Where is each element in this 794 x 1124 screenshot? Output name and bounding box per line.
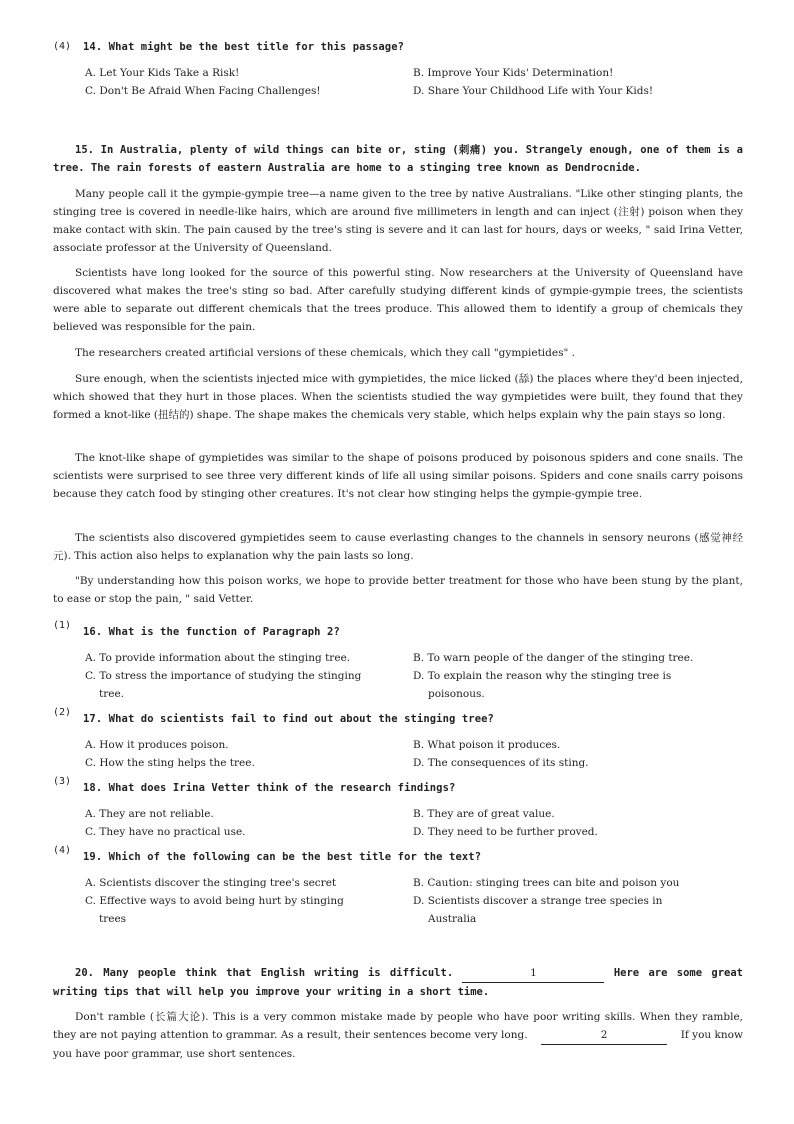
passage-15-paragraph-4: Sure enough, when the scientists injected mice with gympietides, the mice licked (舔) the places where they'd been injected, which showed that they hurt in those places. When the scientists studied the way gympietides were built, they found that they formed a knot-like (扭结的) shape. The shape makes the chemicals very stable, which helps explain why the pain stays so long. bbox=[53, 373, 743, 421]
question-number-18: (3) bbox=[53, 776, 72, 787]
q18-option-c: C. They have no practical use. bbox=[85, 826, 246, 838]
passage-15-paragraph-3: The researchers created artificial versions of these chemicals, which they call "gympietides" . bbox=[75, 347, 575, 359]
question-number-16: (1) bbox=[53, 620, 72, 631]
question-stem-17: 17. What do scientists fail to find out about the stinging tree? bbox=[83, 713, 494, 725]
question-stem-19: 19. Which of the following can be the best title for the text? bbox=[83, 851, 482, 863]
q17-option-b: B. What poison it produces. bbox=[413, 739, 561, 751]
q16-option-c: C. To stress the importance of studying the stinging bbox=[85, 670, 362, 682]
q14-option-d: D. Share Your Childhood Life with Your Kids! bbox=[413, 85, 654, 97]
q14-option-c: C. Don't Be Afraid When Facing Challenges! bbox=[85, 85, 321, 97]
question-stem-16: 16. What is the function of Paragraph 2? bbox=[83, 626, 340, 638]
q16-option-c-cont: tree. bbox=[99, 688, 125, 700]
question-number-17: (2) bbox=[53, 707, 72, 718]
q16-option-a: A. To provide information about the stinging tree. bbox=[85, 652, 351, 664]
passage-15-paragraph-2: Scientists have long looked for the source of this powerful sting. Now researchers at the University of Queensland have discovered what makes the tree's sting so bad. After carefully studying different kinds of gympie-gympie trees, the scientists were able to separate out different chemicals that the trees produce. This allowed them to identify a group of chemicals they believed was responsible for the pain. bbox=[53, 267, 743, 333]
question-number-19: (4) bbox=[53, 845, 72, 856]
q19-option-d-cont: Australia bbox=[428, 913, 477, 925]
passage-15-paragraph-6: The scientists also discovered gympietides seem to cause everlasting changes to the channels in sensory neurons (感觉神经元). This action also helps to explanation why the pain lasts so long. bbox=[53, 532, 743, 562]
passage-20-paragraph-1 bbox=[53, 1008, 743, 1063]
q18-option-d: D. They need to be further proved. bbox=[413, 826, 598, 838]
q19-option-c: C. Effective ways to avoid being hurt by stinging bbox=[85, 895, 344, 907]
passage-15-heading: 15. In Australia, plenty of wild things can bite or, sting (刺痛) you. Strangely enough, one of them is a tree. The rain forests of eastern Australia are home to a stinging tree known as Dendrocnide. bbox=[53, 144, 743, 174]
answer-blank-1[interactable]: 1 bbox=[462, 964, 604, 983]
question-stem-18: 18. What does Irina Vetter think of the research findings? bbox=[83, 782, 456, 794]
q16-option-d-cont: poisonous. bbox=[428, 688, 485, 700]
question-stem-14: 14. What might be the best title for this passage? bbox=[83, 41, 405, 53]
q16-option-d: D. To explain the reason why the stinging tree is bbox=[413, 670, 672, 682]
passage-20-heading bbox=[53, 964, 743, 1001]
passage-15-paragraph-7: "By understanding how this poison works, we hope to provide better treatment for those who have been stung by the plant, to ease or stop the pain, " said Vetter. bbox=[53, 575, 743, 605]
q19-option-b: B. Caution: stinging trees can bite and poison you bbox=[413, 877, 680, 889]
answer-blank-2[interactable]: 2 bbox=[541, 1026, 667, 1045]
q14-option-b: B. Improve Your Kids' Determination! bbox=[413, 67, 614, 79]
question-number-14: (4) bbox=[53, 41, 72, 52]
passage-15-paragraph-1: Many people call it the gympie-gympie tree—a name given to the tree by native Australians. "Like other stinging plants, the stinging tree is covered in needle-like hairs, which are around five millimeters in length and can inject (注射) poison when they make contact with skin. The pain caused by the tree's sting is severe and it can last for hours, days or weeks, " said Irina Vetter, associate professor at the University of Queensland. bbox=[53, 188, 743, 254]
q16-option-b: B. To warn people of the danger of the stinging tree. bbox=[413, 652, 694, 664]
passage-20-heading-part-1: 20. Many people think that English writing is difficult. bbox=[75, 967, 454, 979]
passage-20-paragraph-1-part-1: Don't ramble (长篇大论). This is a very common mistake made by people who have poor writing skills. When they ramble, they are not paying attention to grammar. As a result, their sentences become very long. bbox=[53, 1011, 743, 1041]
passage-15-paragraph-5: The knot-like shape of gympietides was similar to the shape of poisons produced by poisonous spiders and cone snails. The scientists were surprised to see three very different kinds of life all using similar poisons. Spiders and cone snails carry poisons because they catch food by stinging other creatures. It's not clear how stinging helps the gympie-gympie tree. bbox=[53, 452, 743, 500]
q19-option-c-cont: trees bbox=[99, 913, 127, 925]
q17-option-a: A. How it produces poison. bbox=[85, 739, 229, 751]
q18-option-a: A. They are not reliable. bbox=[85, 808, 214, 820]
q19-option-d: D. Scientists discover a strange tree species in bbox=[413, 895, 663, 907]
passage-20-heading-part-2: Here are some great writing tips that will help you improve your writing in a short time. bbox=[53, 967, 743, 998]
q14-option-a: A. Let Your Kids Take a Risk! bbox=[85, 67, 240, 79]
q17-option-c: C. How the sting helps the tree. bbox=[85, 757, 255, 769]
q19-option-a: A. Scientists discover the stinging tree's secret bbox=[85, 877, 337, 889]
q17-option-d: D. The consequences of its sting. bbox=[413, 757, 589, 769]
q18-option-b: B. They are of great value. bbox=[413, 808, 555, 820]
passage-20-paragraph-1-part-2: If you know you have poor grammar, use short sentences. bbox=[53, 1029, 743, 1060]
